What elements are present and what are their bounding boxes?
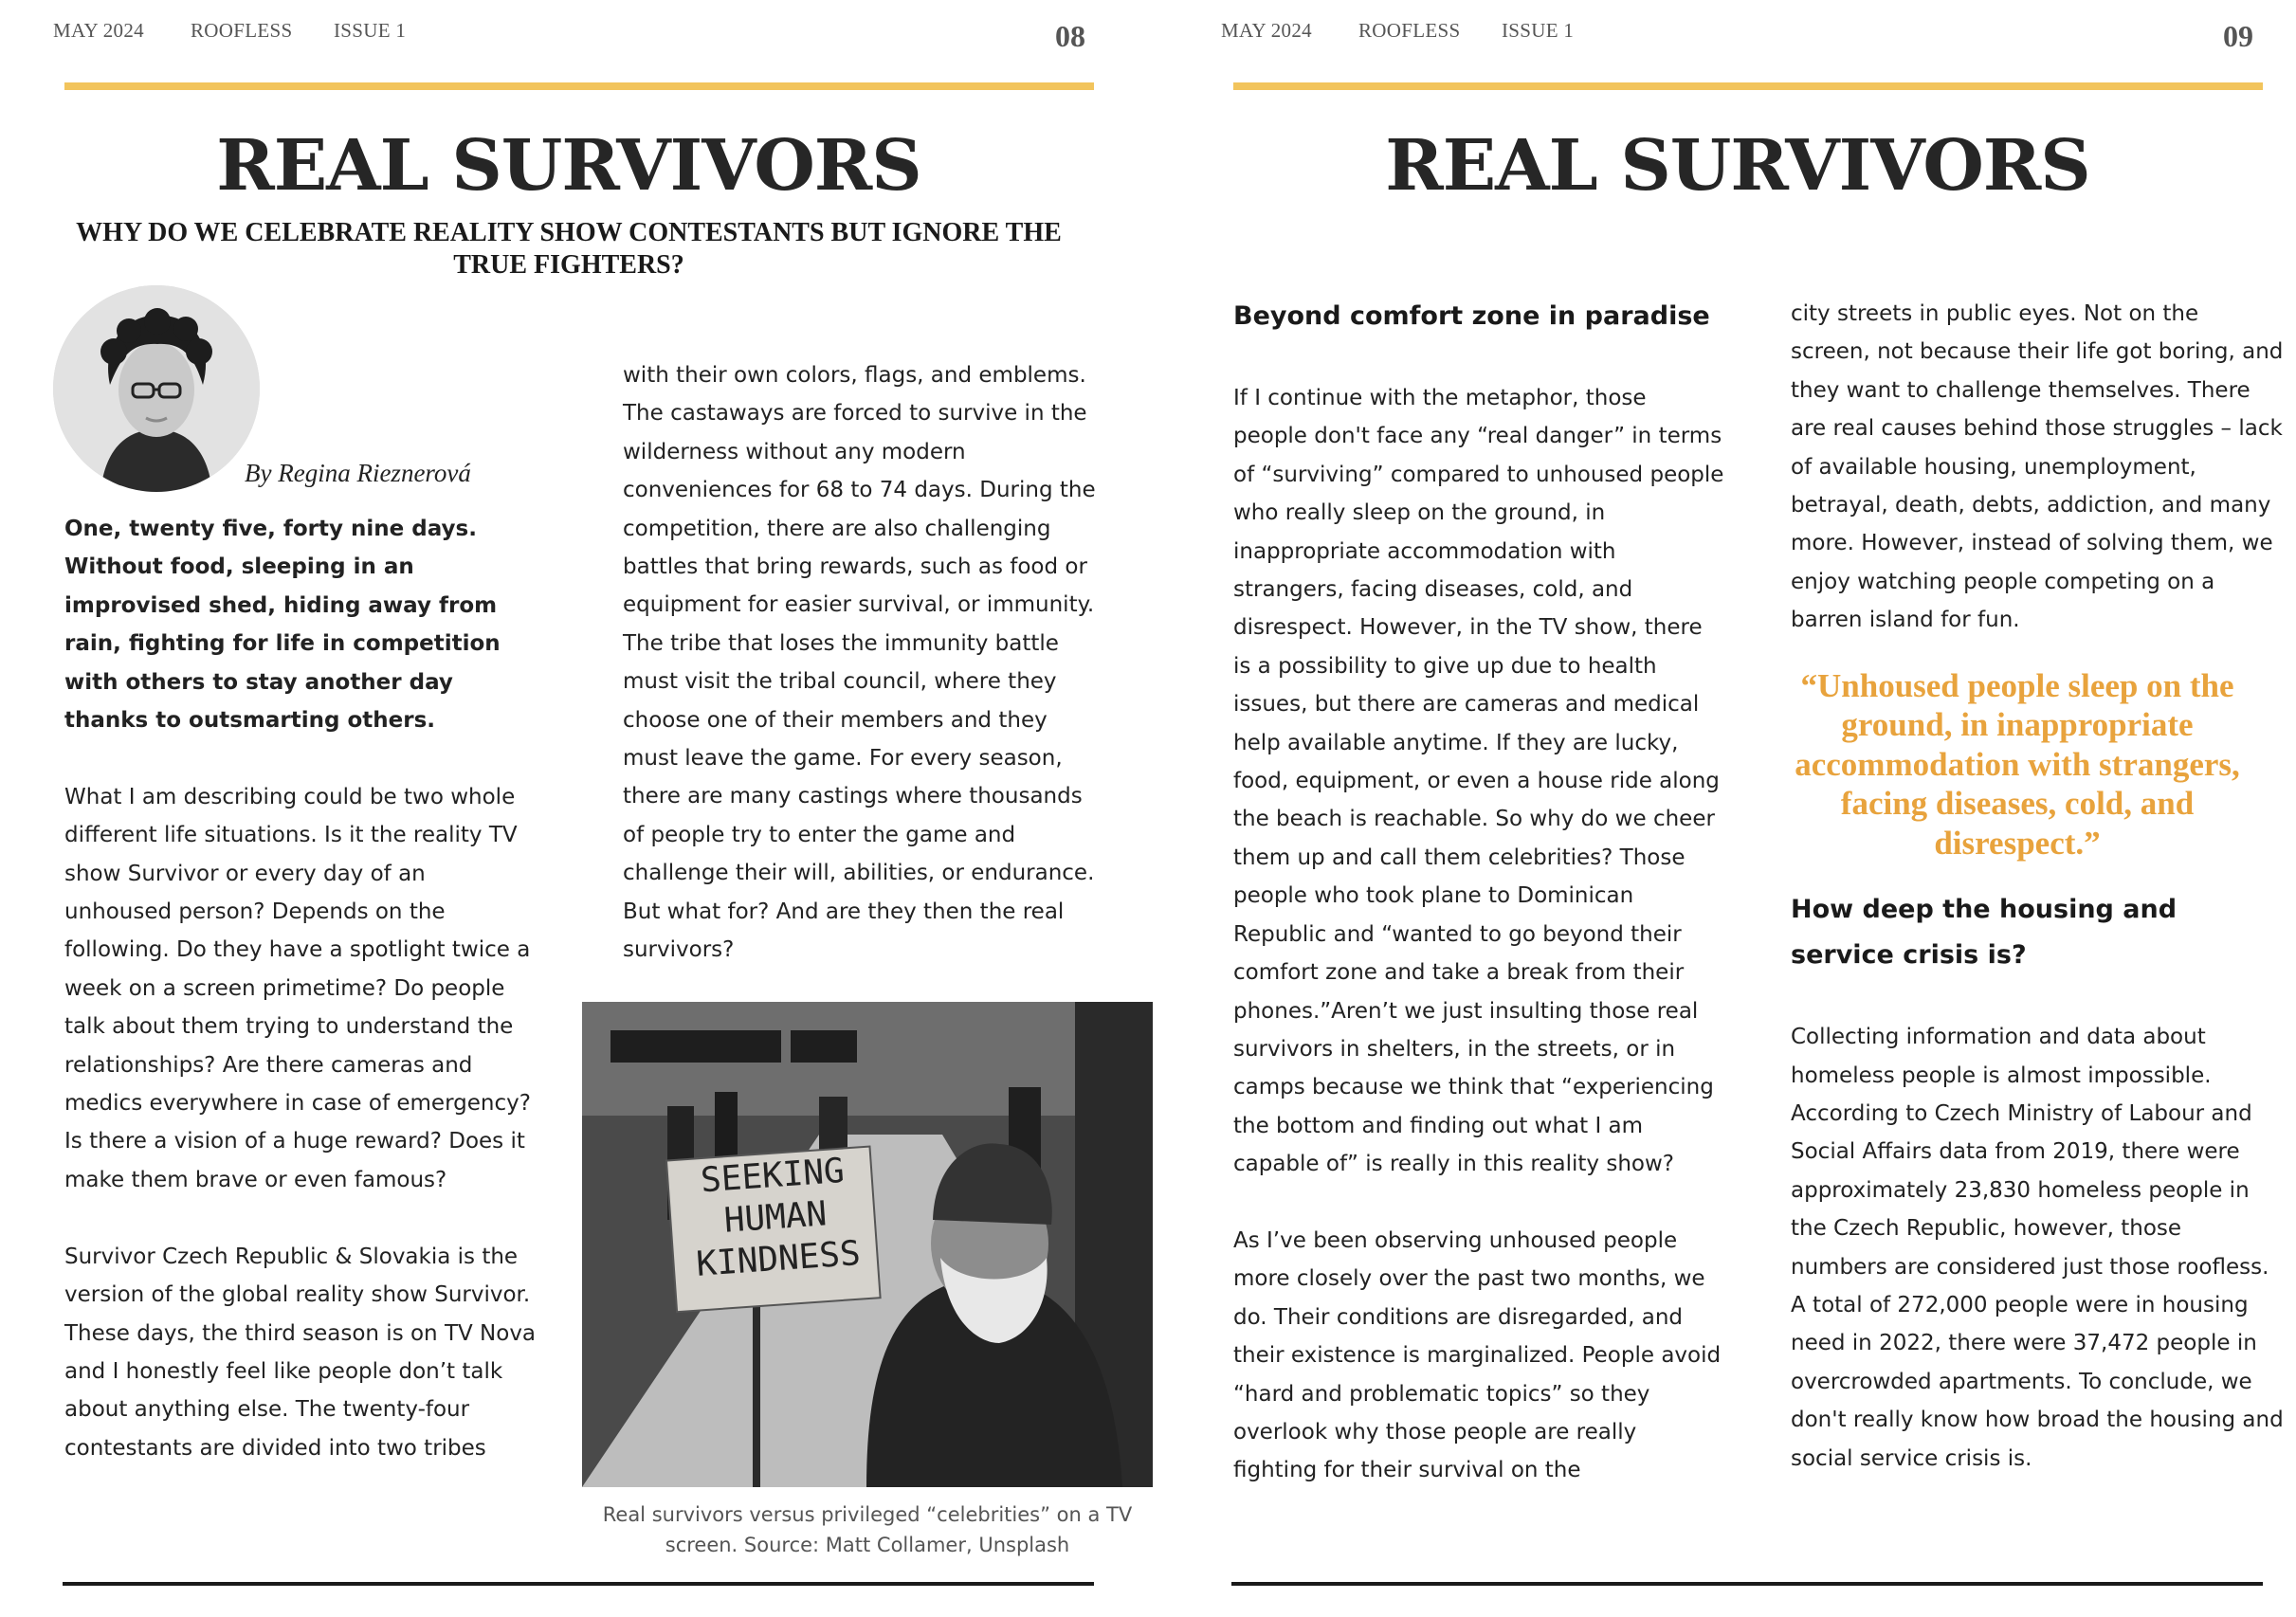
- top-accent-bar: [64, 82, 1094, 90]
- sign-text: SEEKING: [699, 1151, 847, 1201]
- page-number: 09: [2223, 19, 2253, 53]
- paragraph: If I continue with the metaphor, those people don't face any “real danger” in terms of “surviving” compared to unhoused people who really sleep on the ground, in inappropriate accommodation with strangers, facing diseases, cold, and disrespect. However, in the TV show, there is a possibility to give up due to health issues, but there are cameras and medical help available anytime. If they are lucky, food, equipment, or even a house ride along the beach is reachable. So why do we cheer them up and call them celebrities? Those people who took plane to Dominican Republic and “wanted to go beyond their comfort zone and take a break from their phones.”Aren’t we just insulting those real survivors in shelters, in the streets, or in camps because we think that “experiencing the bottom and finding out what I am capable of” is really in this reality show?: [1233, 386, 1724, 1177]
- article-photo: [582, 1002, 1153, 1487]
- header-magazine: ROOFLESS: [1358, 19, 1461, 42]
- pull-quote: “Unhoused people sleep on the ground, in inappropriate accommodation with strangers, facing diseases, cold, and disrespect.”: [1795, 666, 2240, 862]
- header-date: MAY 2024: [1221, 19, 1312, 42]
- left-column-1: [64, 510, 538, 1506]
- section-heading: How deep the housing and service crisis is?: [1791, 895, 2178, 971]
- sign-text: KINDNESS: [695, 1233, 862, 1284]
- paragraph: Collecting information and data about homeless people is almost impossible. According to Czech Ministry of Labour and Social Affairs data from 2019, there were approximately 23,830 homeless people in the Czech Republic, however, those numbers are considered just those roofless. A total of 272,000 people were in housing need in 2022, there were 37,472 people in overcrowded apartments. To conclude, we don't really know how broad the housing and social service crisis is.: [1791, 1025, 2284, 1471]
- article-subtitle: WHY DO WE CELEBRATE REALITY SHOW CONTESTANTS BUT IGNORE THE TRUE FIGHTERS?: [76, 218, 1062, 280]
- page-title: REAL SURVIVORS: [216, 125, 921, 207]
- right-column-2: [1791, 295, 2284, 1516]
- paragraph: What I am describing could be two whole different life situations. Is it the reality TV show Survivor or every day of an unhoused person? Depends on the following. Do they have a spotlight twice a week on a screen primetime? Do people talk about them trying to understand the relationships? Are there cameras and medics everywhere in case of emergency? Is there a vision of a huge reward? Does it make them brave or even famous?: [64, 784, 531, 1192]
- bottom-rule: [1231, 1582, 2263, 1586]
- section-heading: Beyond comfort zone in paradise: [1233, 301, 1710, 331]
- page-number: 08: [1055, 19, 1085, 53]
- top-accent-bar: [1233, 82, 2263, 90]
- lead-paragraph: One, twenty five, forty nine days. Without food, sleeping in an improvised shed, hiding away from rain, fighting for life in competition with others to stay another day thanks to outsmarting others.: [64, 517, 501, 734]
- header-date: MAY 2024: [53, 19, 144, 42]
- author-avatar: [53, 285, 260, 492]
- right-column-1: [1233, 294, 1726, 1528]
- sign-text: HUMAN: [722, 1194, 829, 1241]
- header-magazine: ROOFLESS: [191, 19, 293, 42]
- byline: By Regina Rieznerová: [245, 459, 471, 487]
- paragraph: city streets in public eyes. Not on the screen, not because their life got boring, and they want to challenge themselves. There are real causes behind those struggles – lack of available housing, unemployment, betrayal, death, debts, addiction, and many more. However, instead of solving them, we enjoy watching people competing on a barren island for fun.: [1791, 301, 2284, 633]
- photo-caption: Real survivors versus privileged “celebrities” on a TV screen. Source: Matt Collamer, Unsplash: [602, 1503, 1133, 1556]
- bottom-rule: [63, 1582, 1094, 1586]
- protest-sign: [671, 1149, 881, 1287]
- header-issue: ISSUE 1: [1502, 19, 1575, 42]
- left-column-2: [623, 356, 1097, 1008]
- header-issue: ISSUE 1: [334, 19, 407, 42]
- paragraph: As I’ve been observing unhoused people more closely over the past two months, we do. Their conditions are disregarded, and their existence is marginalized. People avoid “hard and problematic topics” so they overlook why those people are really fighting for their survival on the: [1233, 1227, 1722, 1483]
- paragraph: Survivor Czech Republic & Slovakia is the version of the global reality show Survivor. These days, the third season is on TV Nova and I honestly feel like people don’t talk about anything else. The twenty-four contestants are divided into two tribes: [64, 1244, 537, 1461]
- paragraph: with their own colors, flags, and emblems. The castaways are forced to survive in the wilderness without any modern conveniences for 68 to 74 days. During the competition, there are also challenging battles that bring rewards, such as food or equipment for easier survival, or immunity. The tribe that loses the immunity battle must visit the tribal council, where they choose one of their members and they must leave the game. For every season, there are many castings where thousands of people try to enter the game and challenge their will, abilities, or endurance. But what for? And are they then the real survivors?: [623, 363, 1096, 963]
- page-title: REAL SURVIVORS: [1385, 125, 2090, 207]
